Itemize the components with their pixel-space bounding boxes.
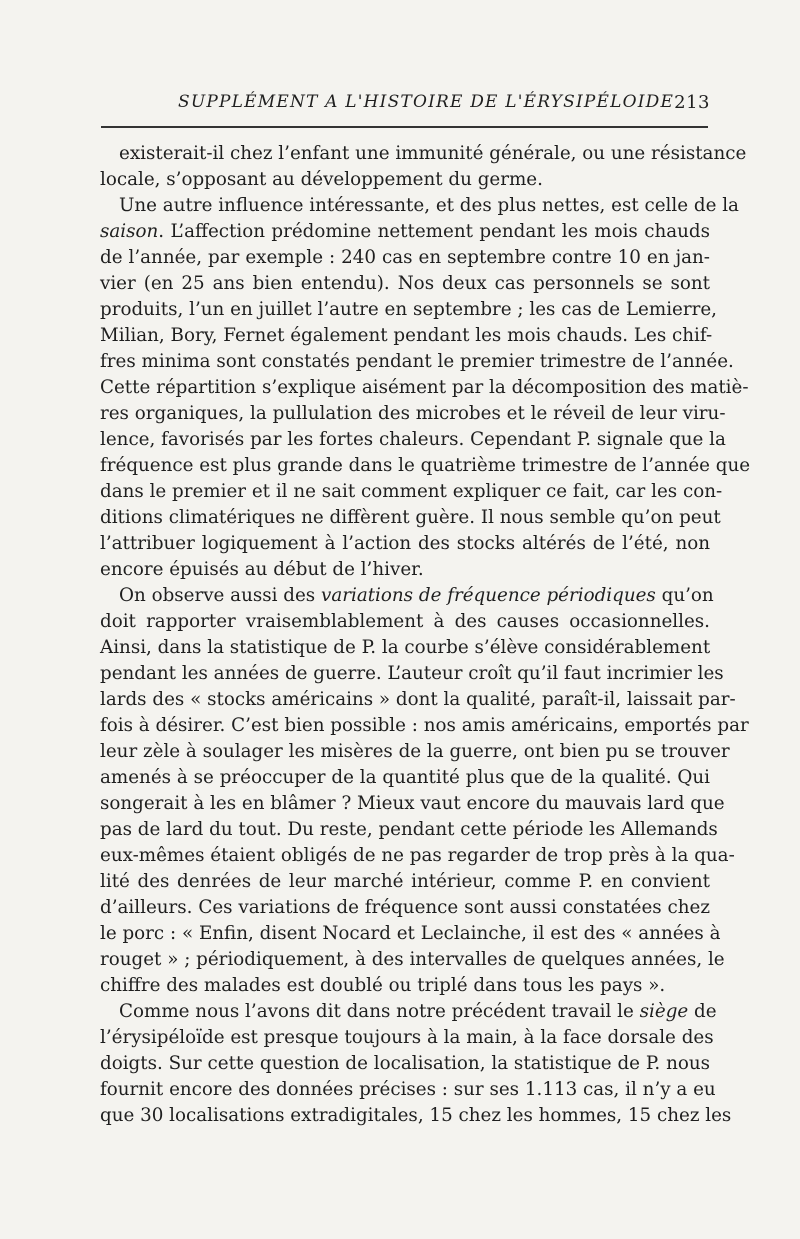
text-line: [100, 557, 710, 583]
text-line: [100, 947, 725, 973]
text-line: [100, 453, 751, 479]
text-run: songerait à les en blâmer ? Mieux vaut encore du mauvais lard que: [100, 793, 725, 814]
text-run: lards des « stocks américains » dont la qualité, paraît-il, laissait par-: [100, 689, 736, 710]
text-line: [100, 713, 749, 739]
text-run: Comme nous l’avons dit dans notre précédent travail le: [119, 1001, 640, 1022]
text-line: [100, 817, 718, 843]
text-run: d’ailleurs. Ces variations de fréquence sont aussi constatées chez: [100, 897, 710, 918]
text-run: pas de lard du tout. Du reste, pendant cette période les Allemands: [100, 819, 718, 840]
text-run: Milian, Bory, Fernet également pendant les mois chauds. Les chif-: [100, 325, 713, 346]
text-run: lité des denrées de leur marché intérieur, comme P. en convient: [100, 871, 710, 892]
body-text: [100, 141, 751, 1129]
text-run: chiffre des malades est doublé ou triplé dans tous les pays ».: [100, 975, 666, 996]
text-line: [100, 1077, 716, 1103]
text-line: [100, 375, 749, 401]
text-run: encore épuisés au début de l’hiver.: [100, 559, 424, 580]
text-run: rouget » ; périodiquement, à des intervalles de quelques années, le: [100, 949, 725, 970]
text-run: fois à désirer. C’est bien possible : nos amis américains, emportés par: [100, 715, 749, 736]
text-run: dans le premier et il ne sait comment expliquer ce fait, car les con-: [100, 481, 723, 502]
text-run: ditions climatériques ne diffèrent guère. Il nous semble qu’on peut: [100, 507, 721, 528]
text-run: le porc : « Enfin, disent Nocard et Leclainche, il est des « années à: [100, 923, 721, 944]
text-run: fres minima sont constatés pendant le premier trimestre de l’année.: [100, 351, 734, 372]
text-run: l’attribuer logiquement à l’action des stocks altérés de l’été, non: [100, 533, 710, 554]
italic-emphasis: saison: [100, 221, 159, 242]
text-run: Cette répartition s’explique aisément par la décomposition des matiè-: [100, 377, 749, 398]
text-line: [100, 479, 723, 505]
text-run: fréquence est plus grande dans le quatrième trimestre de l’année que: [100, 455, 751, 476]
text-run: l’érysipéloïde est presque toujours à la main, à la face dorsale des: [100, 1027, 714, 1048]
text-run: lence, favorisés par les fortes chaleurs. Cependant P. signale que la: [100, 429, 726, 450]
text-line: [100, 739, 730, 765]
text-run: locale, s’opposant au développement du germe.: [100, 169, 543, 190]
text-line: [100, 219, 710, 245]
text-run: de l’année, par exemple : 240 cas en septembre contre 10 en jan-: [100, 247, 710, 268]
text-run: . L’affection prédomine nettement pendant les mois chauds: [158, 221, 710, 242]
text-run: vier (en 25 ans bien entendu). Nos deux cas personnels se sont: [100, 273, 710, 294]
text-run: fournit encore des données précises : sur ses 1.113 cas, il n’y a eu: [100, 1079, 716, 1100]
text-line: [100, 531, 710, 557]
text-line: [100, 427, 726, 453]
text-line: [100, 635, 710, 661]
text-run: pendant les années de guerre. L’auteur croît qu’il faut incrimier les: [100, 663, 724, 684]
text-line: [100, 661, 724, 687]
text-line: [100, 687, 736, 713]
text-run: de: [688, 1001, 717, 1022]
text-line: [100, 193, 739, 219]
italic-emphasis: variations de fréquence périodiques: [321, 585, 656, 606]
text-run: doit rapporter vraisemblablement à des causes occasionnelles.: [100, 611, 710, 632]
text-run: eux-mêmes étaient obligés de ne pas regarder de trop près à la qua-: [100, 845, 735, 866]
text-line: [100, 271, 710, 297]
text-line: [100, 349, 734, 375]
text-line: [100, 141, 747, 167]
text-line: [100, 791, 725, 817]
text-run: res organiques, la pullulation des microbes et le réveil de leur viru-: [100, 403, 726, 424]
text-run: existerait-il chez l’enfant une immunité générale, ou une résistance: [119, 143, 747, 164]
running-title: SUPPLÉMENT A L'HISTOIRE DE L'ÉRYSIPÉLOIDE: [178, 92, 675, 112]
text-line: [100, 973, 710, 999]
italic-emphasis: siège: [639, 1001, 689, 1022]
text-line: [100, 609, 710, 635]
text-line: [100, 167, 710, 193]
text-line: [100, 1103, 732, 1129]
text-line: [100, 921, 721, 947]
text-line: [100, 895, 710, 921]
running-head: [100, 92, 710, 118]
page-number: 213: [674, 92, 710, 113]
text-run: Une autre influence intéressante, et des plus nettes, est celle de la: [119, 195, 739, 216]
text-line: [100, 245, 710, 271]
text-line: [100, 401, 726, 427]
text-run: On observe aussi des: [119, 585, 321, 606]
text-line: [100, 505, 721, 531]
text-run: Ainsi, dans la statistique de P. la courbe s’élève considérablement: [100, 637, 711, 658]
text-run: leur zèle à soulager les misères de la guerre, ont bien pu se trouver: [100, 741, 730, 762]
text-run: que 30 localisations extradigitales, 15 chez les hommes, 15 chez les: [100, 1105, 732, 1126]
text-line: [100, 583, 714, 609]
text-line: [100, 869, 710, 895]
text-line: [100, 765, 710, 791]
text-line: [100, 323, 713, 349]
text-line: [100, 1051, 710, 1077]
text-run: produits, l’un en juillet l’autre en septembre ; les cas de Lemierre,: [100, 299, 717, 320]
header-rule: [101, 126, 708, 128]
text-run: amenés à se préoccuper de la quantité plus que de la qualité. Qui: [100, 767, 710, 788]
text-line: [100, 1025, 714, 1051]
text-run: doigts. Sur cette question de localisation, la statistique de P. nous: [100, 1053, 710, 1074]
text-run: qu’on: [655, 585, 714, 606]
text-line: [100, 843, 735, 869]
text-line: [100, 999, 717, 1025]
text-line: [100, 297, 717, 323]
